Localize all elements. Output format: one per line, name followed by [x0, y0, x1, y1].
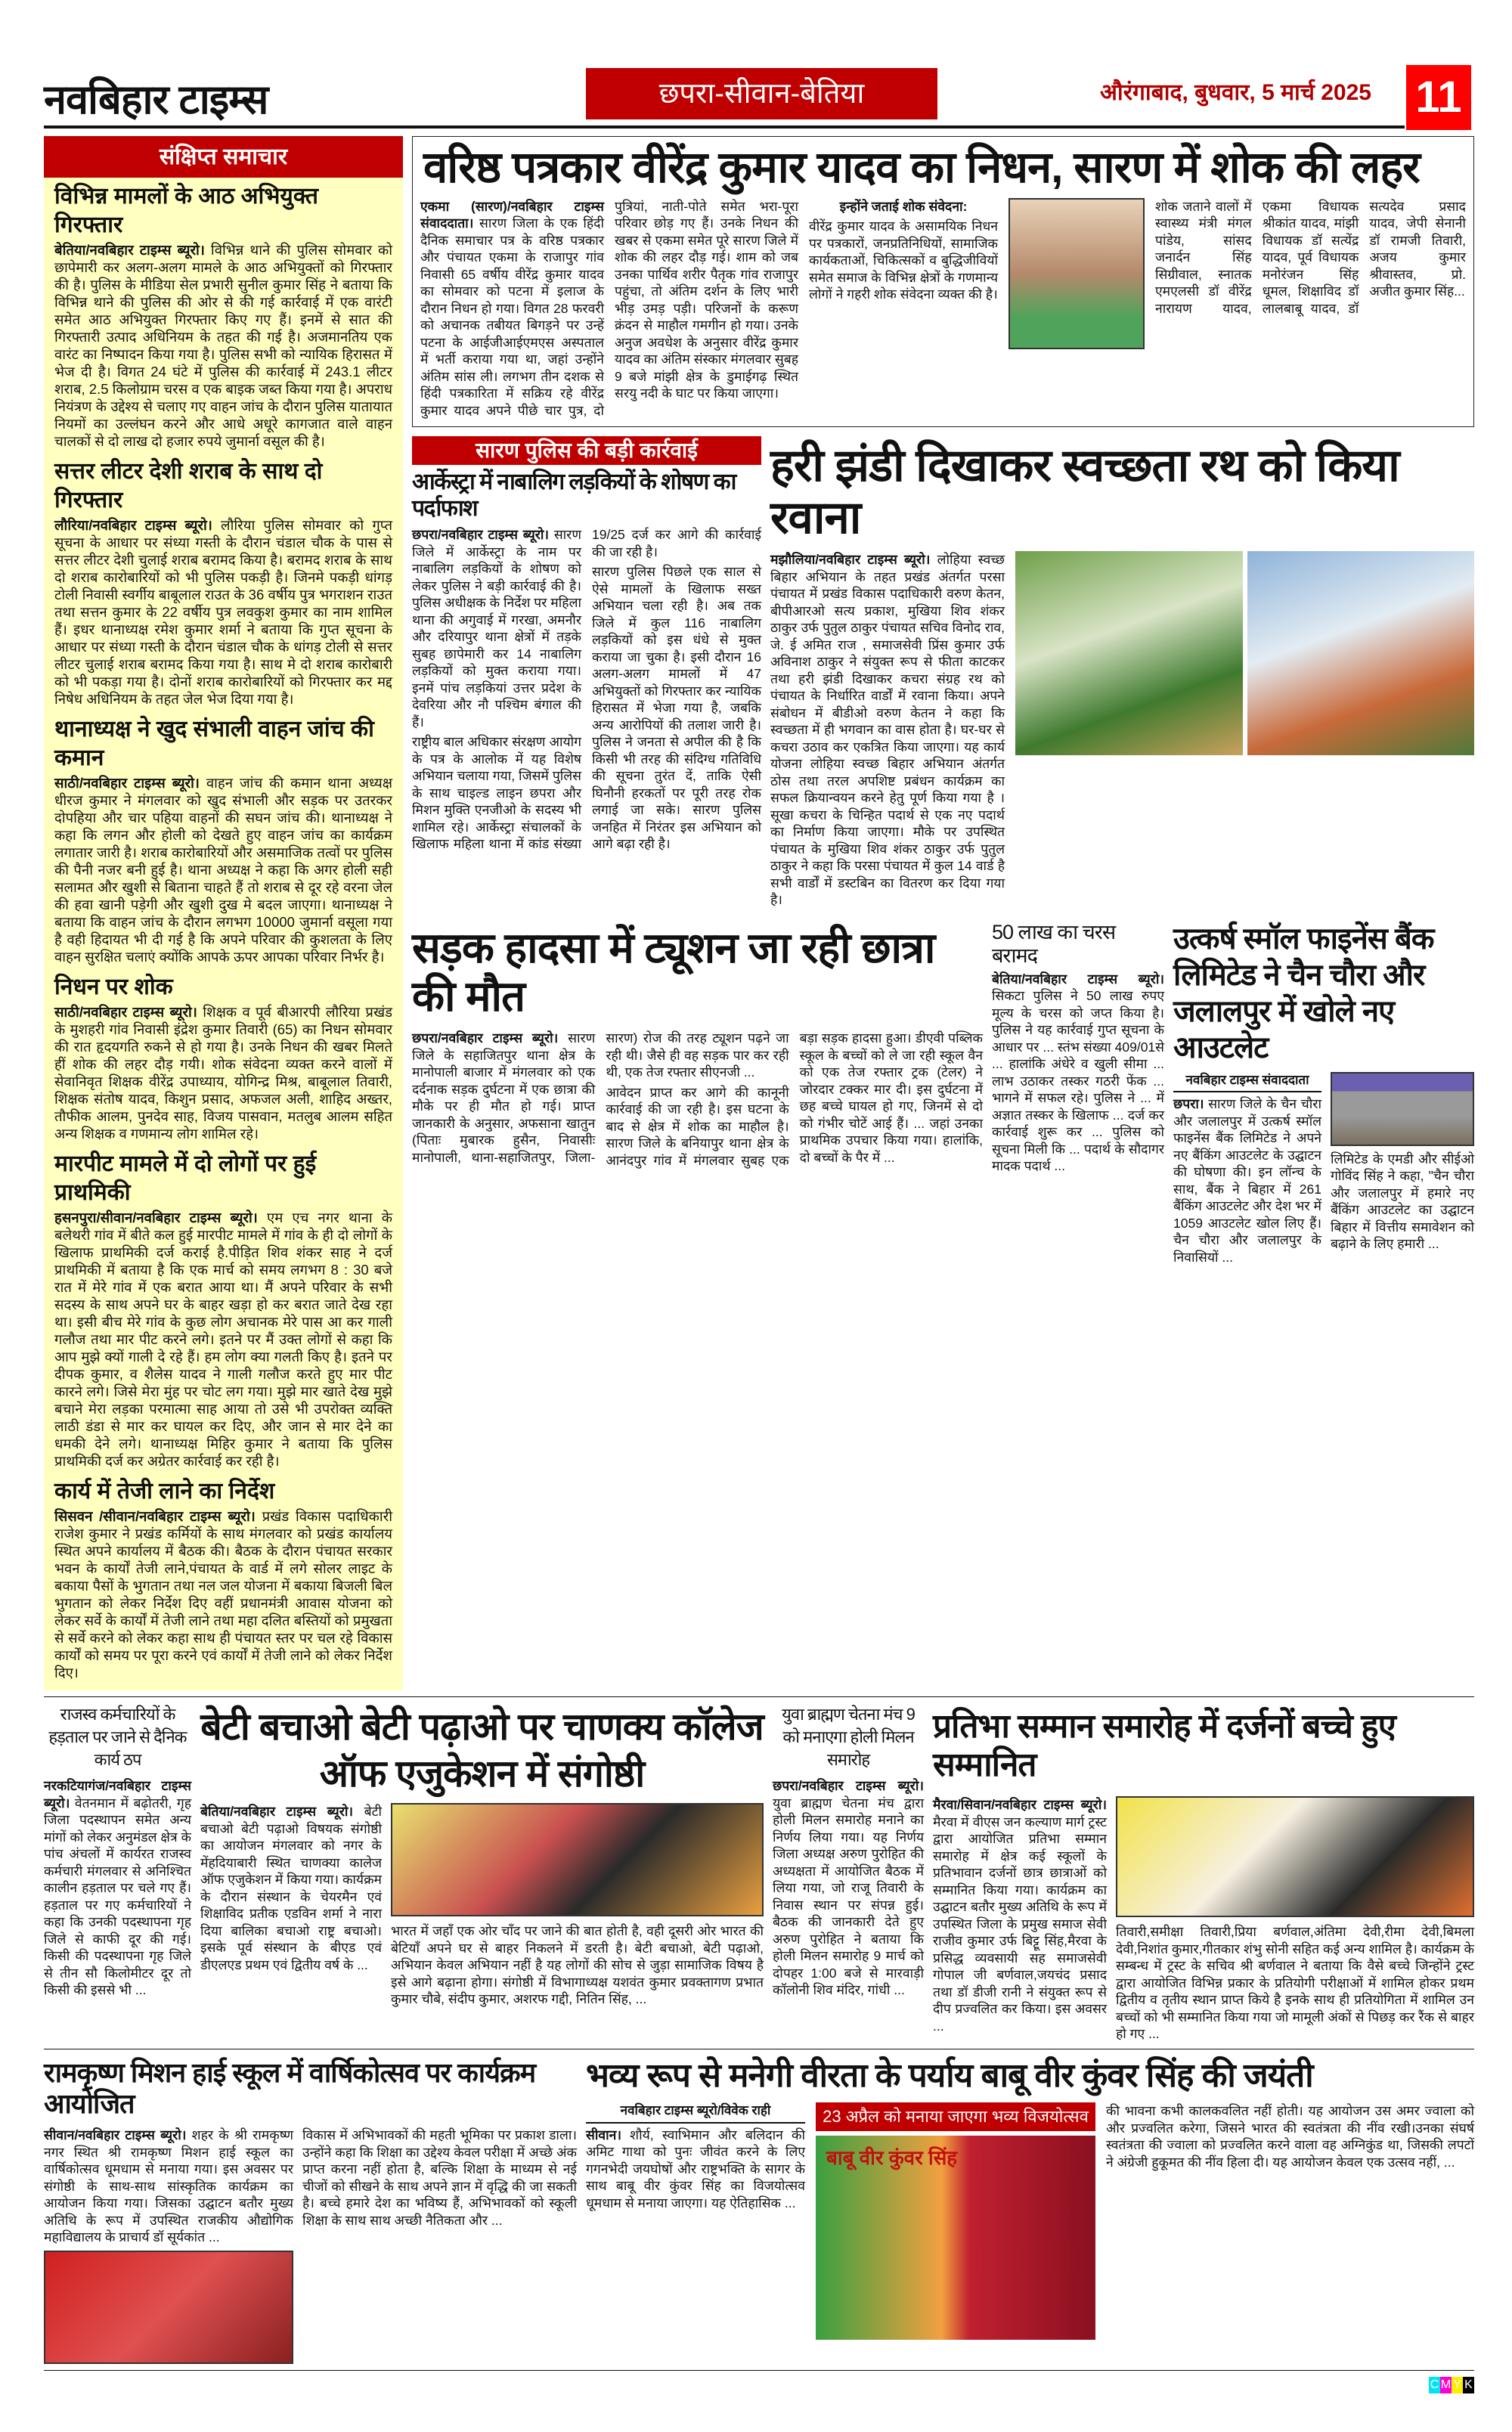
story-holi-milan	[773, 1703, 924, 2002]
story-road-accident	[412, 921, 983, 1170]
paragraph: शोक जताने वालों में स्वास्थ्य मंत्री मंगल पांडेय, सांसद जनार्दन सिंह सिग्रीवाल, स्नातक एमएलसी डॉ वीरेंद्र नारायण यादव, एकमा विधायक श्रीकांत यादव, मांझी विधायक डॉ सत्येंद्र यादव, पूर्व विधायक मनोरंजन सिंह धूमल, शिक्षाविद डॉ लालबाबू यादव, डॉ सत्यदेव प्रसाद यादव, जेपी सेनानी डॉ रामजी तिवारी, अजय कुमार श्रीवास्तव, प्रो. अजीत कुमार सिंह...	[1155, 198, 1466, 316]
headline: युवा ब्राह्मण चेतना मंच 9 को मनाएगा होली मिलन समारोह	[782, 1705, 915, 1769]
paragraph: लौरिया पुलिस सोमवार को गुप्त सूचना के आधार पर संध्या गस्ती के दौरान चंडाल चौक के पास से सत्तर लीटर देशी चुलाई शराब बरामद किया है। बरामद शराब के साथ दो शराब कारोबारियों को भी पुलिस पकड़ी है। जिनमे पकड़ी धांगड़ टोली निवासी स्वर्गीय बाबूलाल राउत के 36 वर्षीय पुत्र भगराशन राउत तथा सत्तन कुमार के 22 वर्षीय पुत्र लवकुश कुमार का नाम शामिल हैं। इधर थानाध्यक्ष रमेश कुमार शर्मा ने बताया कि गुप्त सूचना के आधार पर संध्या गस्ती के दौरान चंडाल चौक के धांगड़ टोली से सत्तर लीटर चुलाई शराब बरामद किया गया है। साथ मे दो शराब कारोबारी को भी पकड़ा गया है। दोनों शराब कारोबारियों को गिरफ्तार कर मद्द निषेध अधिनियम के तहत जेल भेज दिया गया है।	[54, 517, 392, 707]
headline: रामकृष्ण मिशन हाई स्कूल में वार्षिकोत्सव पर कार्यक्रम आयोजित	[44, 2056, 536, 2120]
dateline: हसनपुरा/सीवान/नवबिहार टाइम्स ब्यूरो।	[54, 1210, 258, 1225]
paragraph: सारण जिले के चैन चौरा और जलालपुर में उत्कर्ष स्मॉल फाइनेंस बैंक लिमिटेड ने अपने नए बैंकिंग आउटलेट के उद्घाटन की घोषणा की। इन लॉन्च के साथ, बैंक ने बिहार में 261 बैंकिंग आउटलेट और देश भर में 1059 आउटलेट खोल लिए हैं। चैन चौरा और जलालपुर के निवासियों ...	[1173, 1096, 1321, 1265]
page-content	[44, 136, 1474, 2409]
byline: नवबिहार टाइम्स ब्यूरो/विवेक राही	[586, 2102, 805, 2124]
dateline: सीवान।	[586, 2127, 621, 2142]
issue-date: औरंगाबाद, बुधवार, 5 मार्च 2025	[1100, 80, 1371, 105]
dateline: साठी/नवबिहार टाइम्स ब्यूरो।	[54, 1004, 197, 1020]
paragraph: वेतनमान में बढ़ोतरी, गृह जिला पदस्थापन समेत अन्य मांगों को लेकर अनुमंडल क्षेत्र के पांच अंचलों में कार्यरत राजस्व कर्मचारी मंगलवार से अनिश्चित कालीन हड़ताल पर चले गए हैं। हड़ताल पर गए कर्मचारियों ने कहा कि उनकी पदस्थापना गृह जिले से काफी दूर की गई। किसी की पदस्थापना गृह जिले से तीन सौ किलोमीटर दूर तो किसी की इससे भी ...	[44, 1795, 191, 1997]
story-body	[200, 1803, 382, 1976]
story-body	[44, 2127, 293, 2364]
paragraph: वीरेंद्र कुमार यादव के असामयिक निधन पर पत्रकारों, जनप्रतिनिधियों, सामाजिक कार्यकताओं, चिकित्सकों व बुद्धिजीवियों समेत समाज के विभिन्न क्षेत्रों के गणमान्य लोगों ने गहरी शोक संवेदना व्यक्त की है।	[809, 218, 998, 302]
paragraph: सारण जिला के एक हिंदी दैनिक समाचार पत्र के वरिष्ठ पत्रकार और पंचायत एकमा के राजापुर गांव निवासी 65 वर्षीय वीरेंद्र कुमार यादव का सोमवार को पटना में इलाज के दौरान निधन हो गया। विगत 28 फरवरी को अचानक तबीयत बिगड़ने पर उन्हें पटना के आईजीआईएमएस अस्पताल में भर्ती कराया गया था, जहां उन्होंने अंतिम सांस ली। लगभग तीन दशक से हिंदी पत्रकारिता में सक्रिय रहे वीरेंद्र कुमार यादव अपने पीछे चार पुत्र, दो पुत्रियां, नाती-पोते समेत भरा-पूरा परिवार छोड़ गए हैं। उनके निधन की खबर से एकमा समेत पूरे सारण जिले में शोक की लहर दौड़ गई। शाम को जब उनका पार्थिव शरीर पैतृक गांव राजापुर पहुंचा, तो अंतिम दर्शन के लिए भारी भीड़ उमड़ पड़ी। परिजनों के करूण क्रंदन से माहौल गमगीन हो गया। उनके अनुज अवधेश के अनुसार वीरेंद्र कुमार यादव का अंतिम संस्कार मंगलवार सुबह 9 बजे मांझी क्षेत्र के डुमाईगढ़ स्थित सरयु नदी के घाट पर किया जाएगा।	[420, 198, 798, 418]
story-kunwar-singh-jayanti	[586, 2056, 1474, 2341]
flag-off-photo-1	[1015, 551, 1243, 755]
cmyk-swatch: C	[1429, 2377, 1440, 2393]
headline: आर्केस्ट्रा में नाबालिग लड़कियों के शोषण का पर्दाफाश	[412, 469, 736, 521]
dateline: बेतिया/नवबिहार टाइम्स ब्यूरो।	[54, 242, 205, 258]
brief-body	[54, 241, 392, 450]
felicitation-photo	[1116, 1796, 1474, 1917]
brief-headline: विभिन्न मामलों के आठ अभियुक्त गिरफ्तार	[54, 184, 318, 237]
flag-off-photo-2	[1247, 551, 1475, 755]
story-body	[773, 1777, 924, 1999]
cmyk-swatch: M	[1440, 2377, 1452, 2393]
paragraph: सिकटा पुलिस ने 50 लाख रुपए मूल्य के चरस को जप्त किया है। पुलिस ने यह कार्रवाई गुप्त सूचना के आधार पर ... स्तंभ संख्या 409/01से ... हालांकि अंधेरे व खुली सीमा ... लाभ उठाकर तस्कर गठरी फेंक ... भागने में सफल रहे। पुलिस ने ... में अज्ञात तस्कर के खिलाफ ... दर्ज कर कार्रवाई शुरू कर ... पुलिस को सूचना मिली कि ... पदार्थ के सौदागर मादक पदार्थ ...	[992, 988, 1164, 1174]
dateline: सीवान/नवबिहार टाइम्स ब्यूरो।	[44, 2127, 187, 2143]
story-body	[412, 526, 761, 854]
brief-headline: सत्तर लीटर देशी शराब के साथ दो गिरफ्तार	[54, 459, 323, 513]
story-annual-function	[44, 2056, 577, 2364]
story-charas-seized	[992, 921, 1164, 1178]
paragraph: एम एच नगर थाना के बलेथरी गांव में बीते कल हुई मारपीट मामले में गांव के ही दो लोगों के खिलाफ प्राथमिकी दर्ज कराई है.पीड़ित शिव शंकर साह ने दर्ज प्राथमिकी में बताया है कि एक मार्च को समय लगभग 8 : 30 बजे रात में मेरे गांव में एक बरात आया था। मैं अपने परिवार के सभी सदस्य के साथ अपने घर के बाहर खड़ा हो कर बरात जाते देख रहा था। इसी बीच मेरे गांव के कुछ लोग अचानक मेरे पास आ कर गाली गलौज तथा मार पीट करने लगे। इतने पर मैं उक्त लोगों से कहा कि आप मुझे क्यों गाली दे रहे हैं। हम लोग क्या गलती किए है। इतने पर दीपक कुमार, व शैलेस यादव ने गाली गलौज करते हुए मार पीट कारने लगे। जिसे मेरा मुंह पर चोट लग गया। मुझे मार खाते देख मुझे बचाने मेरा लड़का परमात्मा साह आया तो उसे भी उपरोक्त व्यक्ति लाठी डंडा से मार कर घायल कर दिए, और जान से मार देने का धमकी देने लगे। थानाध्यक्ष मिहिर कुमार ने बताया कि पुलिस प्राथमिकी दर्ज कर अग्रेतर कार्रवाई कर रही है।	[54, 1210, 392, 1469]
story-orchestra-raid	[412, 436, 761, 854]
story-body	[933, 1796, 1107, 2037]
brief-body	[54, 774, 392, 965]
headline: सड़क हादसा में ट्यूशन जा रही छात्रा की मौत	[412, 923, 935, 1021]
dateline: एकमा (सारण)/नवबिहार टाइम्स संवाददाता।	[420, 198, 604, 231]
brief-body	[54, 1003, 392, 1142]
dateline: छपरा/नवबिहार टाइम्स ब्यूरो।	[412, 527, 550, 543]
cmyk-swatch: K	[1463, 2377, 1474, 2393]
dateline: नरकटियागंज/नवबिहार टाइम्स ब्यूरो।	[44, 1778, 191, 1811]
paragraph: लिमिटेड के एमडी और सीईओ गोविंद सिंह ने कहा, "चैन चौरा और जलालपुर में हमारे नए बैंकिंग आउटलेट का उद्घाटन बिहार में वित्तीय समावेशन को बढ़ाने के लिए हमारी ...	[1331, 1151, 1474, 1252]
headline: उत्कर्ष स्मॉल फाइनेंस बैंक लिमिटेड ने चैन चौरा और जलालपुर में खोले नए आउटलेट	[1173, 922, 1434, 1064]
seminar-photo	[391, 1803, 764, 1916]
brief-headline: निधन पर शोक	[54, 974, 173, 999]
story-cleanliness-chariot	[770, 436, 1474, 912]
section-label: 23 अप्रैल को मनाया जाएगा भव्य विजयोत्सव	[816, 2102, 1095, 2131]
brief-news-sidebar	[44, 136, 403, 1690]
dateline: मझौलिया/नवबिहार टाइम्स ब्यूरो।	[770, 552, 931, 568]
story-body	[586, 2102, 805, 2214]
brief-headline: थानाध्यक्ष ने खुद संभाली वाहन जांच की कमान	[54, 717, 374, 770]
sidebar-title: संक्षिप्त समाचार	[44, 136, 403, 178]
brief-headline: कार्य में तेजी लाने का निर्देश	[54, 1479, 275, 1504]
story-body	[992, 971, 1164, 1175]
region-banner: छपरा-सीवान-बेतिया	[586, 68, 937, 119]
story-body	[770, 551, 1005, 912]
school-event-photo	[44, 2251, 293, 2364]
dateline: सिसवन /सीवान/नवबिहार टाइम्स ब्यूरो।	[54, 1508, 256, 1524]
paragraph: बेटी बचाओ बेटी पढ़ाओ विषयक संगोष्ठी का आयोजन मंगलवार को नगर के मेंहदियाबारी स्थित चाणक्या कालेज ऑफ एजुकेशन में किया गया। कार्यक्रम के दौरान संस्थान के चेयरमैन एवं शिक्षाविद प्रतीक एडविन शर्मा ने नारा दिया बालिका बचाओ राष्ट्र बचाओ। इसके पूर्व संस्थान के बीएड एवं डीएलएड प्रथम एवं द्वितीय वर्ष के ...	[200, 1804, 382, 1972]
brief-body	[54, 516, 392, 708]
dateline: बेतिया/नवबिहार टाइम्स ब्यूरो।	[992, 971, 1164, 987]
story-body-cont	[1155, 198, 1466, 318]
brief-news-item	[44, 1145, 403, 1473]
paragraph: शौर्य, स्वाभिमान और बलिदान की अमिट गाथा को पुनः जीवंत करने के लिए गगनभेदी जयघोषों और राष्ट्रभक्ति के सागर के साथ बाबू वीर कुंवर सिंह का विजयोत्सव धूमधाम से मनाया जाएगा। यह ऐतिहासिक ...	[586, 2127, 805, 2210]
paragraph: तिवारी,समीक्षा तिवारी,प्रिया बर्णवाल,अंतिमा देवी,रीमा देवी,बिमला देवी,निशांत कुमार,गीतकार शंभु सोनी सहित कई अन्य शामिल है। कार्यक्रम के सम्बन्ध में ट्रस्ट के सचिव श्री बर्णवाल ने बताया कि वैसे बच्चे जिन्होंने ट्रस्ट द्वारा आयोजित विभिन्न प्रकार के प्रतियोगी परीक्षाओं में शामिल होकर प्रथम द्वितीय व तृतीय स्थान प्राप्त किये है इनके साथ ही प्रतियोगिता में शामिल उन बच्चों को भी सम्मानित किया गया जो मामूली अंकों से पिछड़ कर रैंक से बाहर हो गए ...	[1116, 1924, 1474, 2042]
paragraph: भारत में जहाँ एक ओर चाँद पर जाने की बात होती है, वही दूसरी ओर भारत की बेटियाँ अपने घर से बाहर निकलने में डरती है। बेटी बचाओ, बेटी पढ़ाओ, अभियान केवल अभियान नहीं है यह लोगों की सोच से जुड़ा सामाजिक विषय है इसे आगे बढ़ाना होगा। संगोष्ठी में विभागाध्यक्ष यशवंत कुमार प्रवक्तागण प्रभात कुमार चौबे, संदीप कुमार, अशरफ गद्दी, नितिन सिंह, ...	[391, 1923, 764, 2006]
headline: राजस्व कर्मचारियों के हड़ताल पर जाने से दैनिक कार्य ठप	[48, 1705, 187, 1769]
byline: नवबिहार टाइम्स संवाददाता	[1173, 1072, 1321, 1093]
section-label: सारण पुलिस की बड़ी कार्रवाई	[412, 436, 761, 465]
headline: वरिष्ठ पत्रकार वीरेंद्र कुमार यादव का निधन, सारण में शोक की लहर	[423, 143, 1420, 192]
story-revenue-strike	[44, 1703, 191, 2002]
dateline: मैरवा/सिवान/नवबिहार टाइम्स ब्यूरो।	[933, 1797, 1107, 1813]
brief-body	[54, 1209, 392, 1470]
paragraph: सारण जिले के सहाजितपुर थाना क्षेत्र के मानोपाली बाजार में मंगलवार को एक दर्दनाक सड़क दुर्घटना में एक छात्रा की मौके पर ही मौत हो गई। प्राप्त जानकारी के अनुसार, अफसाना खातुन (पिताः मुबारक हुसैन, निवासीः मानोपाली, थाना-सहाजितपुर, जिला-सारण) रोज की तरह ट्यूशन पढ़ने जा रही थी। जैसे ही वह सड़क पार कर रही थी, एक तेज रफ्तार सीएनजी ...	[412, 1030, 789, 1165]
story-journalist-death	[412, 136, 1474, 427]
headline: 50 लाख का चरस बरामद	[992, 920, 1116, 967]
row-divider	[44, 1696, 1474, 1697]
cmyk-color-bar	[44, 2377, 1474, 2393]
dateline: साठी/नवबिहार टाइम्स ब्यूरो।	[54, 775, 200, 791]
story-body	[44, 1777, 191, 1999]
brief-news-item	[44, 178, 403, 453]
cmyk-swatch: Y	[1452, 2377, 1463, 2393]
headline: प्रतिभा सम्मान समारोह में दर्जनों बच्चे हुए सम्मानित	[933, 1708, 1396, 1783]
story-talent-felicitation	[933, 1703, 1474, 2043]
brief-headline: मारपीट मामले में दो लोगों पर हुई प्राथमिकी	[54, 1151, 317, 1205]
paragraph: शिक्षक व पूर्व बीआरपी लौरिया प्रखंड के मुशहरी गांव निवासी इंद्रेश कुमार तिवारी (65) का निधन सोमवार की रात हृदयगति रुकने से हो गया है। उनके निधन की खबर मिलते हीं शोक की लहर दौड़ गयी। शोक संवेदना व्यक्त करने वालों में सेवानिवृत शिक्षक वीरेंद्र उपाध्याय, योगिन्द्र मिश्र, बाबूलाल तिवारी, शिक्षक संतोष यादव, किशुन प्रसाद, अफजल अली, शाहिद अख्तर, तौफीक आलम, पुनदेव साह, विजय पासवान, मतलुब आलम सहित अन्य शिक्षक व गणमान्य लोग शामिल रहे।	[54, 1004, 392, 1142]
story-body-condolence	[809, 198, 998, 306]
brief-news-item	[44, 453, 403, 711]
story-bank-outlets	[1173, 921, 1474, 1269]
header-rule	[44, 125, 1405, 129]
dateline: छपरा/नवबिहार टाइम्स ब्यूरो।	[412, 1030, 559, 1046]
paragraph: राष्ट्रीय बाल अधिकार संरक्षण आयोग के पत्र के आलोक में यह विशेष अभियान चलाया गया, जिसमें पुलिस के साथ चाइल्ड लाइन छपरा और मिशन मुक्ति एनजीओ के सदस्य भी शामिल रहे। आर्केस्ट्रा संचालकों के खिलाफ महिला थाना में कांड संख्या 19/25 दर्ज कर आगे की कार्रवाई की जा रही है।	[412, 527, 761, 852]
paragraph: विभिन्न थाने की पुलिस सोमवार को छापेमारी कर अलग-अलग मामले के आठ अभियुक्तों को गिरफ्तार की है। पुलिस के मीडिया सेल प्रभारी सुनील कुमार सिंह ने बताया कि विभिन्न थाने की पुलिस की ओर से की गई कार्रवाई में एक वारंटी समेत आठ अभियुक्त गिरफ्तार किए गए हैं। इनमें से सात की गिरफ्तारी उत्पाद अधिनियम के तहत की गई है। अजमानतिय एक वारंट का निष्पादन किया गया है। पुलिस सभी को न्यायिक हिरासत में भेज दी है। विगत 24 घंटे में पुलिस की कार्रवाई में 243.1 लीटर शराब, 2.5 किलोग्राम चरस व एक बाइक जब्त किया गया है। अपराध नियंत्रण के उद्देश्य से चलाए गए वाहन जांच के दौरान पुलिस यातायात नियमों का उल्लंघन करने और आधे अधूरे कागजात वाले वाहन चालकों से दो लाख दो हजार रुपये जुमार्ना वसूल की है।	[54, 242, 392, 449]
paragraph: वाहन जांच की कमान थाना अध्यक्ष धीरज कुमार ने मंगलवार को खुद संभाली और सड़क पर उतरकर दोपहिया और चार पहिया वाहनों की सघन जांच की। थानाध्यक्ष ने कहा कि लगन और होली को देखते हुए वाहन जांच का कार्यक्रम लगातार जारी है। शराब कारोबारियों और असमाजिक तत्वों पर पुलिस की पैनी नजर बनी हुई है। थाना अध्यक्ष ने कहा कि अगर होली सही सलामत और खुशी से बिताना चाहते हैं तो शराब से दूर रहे वरना जेल की हवा खानी पड़ेगी और खुशी दुख मे बदल जाएगा। थानाध्यक्ष ने बताया कि वाहन जांच के दौरान लगभग 10000 जुमार्ना वसूला गया है वही हिदायत भी दी गई है कि अपने परिवार की कुशलता के लिए वाहन सुरक्षित चलाएं क्योंकि आपके ऊपर आपका परिवार निर्भर है।	[54, 775, 392, 965]
brief-news-item	[44, 1473, 403, 1684]
story-body	[1173, 1072, 1321, 1269]
paragraph: प्रखंड विकास पदाधिकारी राजेश कुमार ने प्रखंड कर्मियों के साथ मंगलवार को प्रखंड कार्यालय स्थित अपने कार्यालय में बैठक की। बैठक के दौरान पंचायत सरकार भवन के कार्यों तेजी लाने,पंचायत के वार्ड में लगे सोलर लाइट के बकाया पैसों के भुगतान तथा नल जल योजना में बकाया बिजली बिल भुगतान को लेकर निर्देश दिए वहीं प्रधानमंत्री आवास योजना को लेकर सर्वे के कार्यों में तेजी लाने तथा महा दलित बस्तियों को प्रमुखता से सर्वे करने को लेकर कहा साथ ही पंचायत स्तर पर चल रहे विकास कार्यों को समय पर पूरा करने एवं कार्यों में तेजी लाने को लेकर निर्देश दिए।	[54, 1508, 392, 1681]
paragraph: विकास में अभिभावकों की महती भूमिका पर प्रकाश डाला। उन्होंने कहा कि शिक्षा का उद्देश्य केवल परीक्षा में अच्छे अंक प्राप्त करना नहीं होता है, बल्कि शिक्षा के माध्यम से नई चीजों को सीखने के साथ अपने ज्ञान में वृद्धि की जा सकती है। बच्चे हमारे देश का भविष्य हैं, अभिभावकों को स्कूली शिक्षा के साथ साथ अच्छी नैतिकता और ...	[302, 2127, 577, 2228]
brief-news-item	[44, 968, 403, 1145]
dateline: छपरा।	[1173, 1096, 1204, 1112]
page-number: 11	[1406, 65, 1471, 130]
bank-outlet-photo	[1331, 1072, 1474, 1146]
paragraph: युवा ब्राह्मण चेतना मंच द्वारा होली मिलन समारोह मनाने का निर्णय लिया गया। यह निर्णय जिला अध्यक्ष अरुण पुरोहित की अध्यक्षता में आयोजित बैठक में लिया गया, जो राजू तिवारी के निवास स्थान पर संपन्न हुई। बैठक की जानकारी देते हुए अरुण पुरोहित ने बताया कि होली मिलन समारोह 9 मार्च को दोपहर 1:00 बजे से मारवाड़ी कॉलोनी शिव मंदिर, गांधी ...	[773, 1795, 924, 1997]
headline: भव्य रूप से मनेगी वीरता के पर्याय बाबू वीर कुंवर सिंह की जयंती	[586, 2056, 1313, 2094]
celebration-photo	[816, 2136, 1095, 2340]
paragraph: शहर के श्री रामकृष्ण नगर स्थित श्री रामकृष्ण मिशन हाई स्कूल का वार्षिकोत्सव धूमधाम से मनाया गया। इस अवसर पर संगोष्ठी के साथ-साथ सांस्कृतिक कार्यक्रम का आयोजन किया गया। जिसका उद्घाटन बतौर मुख्य अतिथि के रूप में उपस्थित राजकीय औद्योगिक महाविद्यालय के प्राचार्य डॉ सूर्यकांत ...	[44, 2127, 294, 2245]
paragraph: आवेदन प्राप्त कर आगे की कानूनी कार्रवाई की जा रही है। इस घटना के बाद से क्षेत्र में शोक का माहौल है। सारण जिले के बनियापुर थाना क्षेत्र के आनंदपुर गांव में मंगलवार सुबह एक बड़ा सड़क हादसा हुआ। डीएवी पब्लिक स्कूल के बच्चों को ले जा रही स्कूल वैन को एक तेज रफ्तार ट्रक (टेलर) ने जोरदार टक्कर मार दी। इस दुर्घटना में छह बच्चे घायल हो गए, जिनमें से दो को गंभीर चोटें आई हैं। ... जहां उनका प्राथमिक उपचार किया गया। हालांकि, दो बच्चों के पैर में ...	[606, 1030, 983, 1168]
dateline: छपरा/नवबिहार टाइम्स ब्यूरो।	[773, 1778, 924, 1793]
masthead: नवबिहार टाइम्स	[44, 77, 268, 122]
paragraph: सारण जिले में आर्केस्ट्रा के नाम पर नाबालिग लड़कियों के शोषण को लेकर पुलिस ने बड़ी कार्रवाई की है। पुलिस अधीक्षक के निर्देश पर महिला थाना की अगुवाई में गरखा, अमनौर और दरियापुर थाना क्षेत्रों में तड़के सुबह छापेमारी कर 14 नाबालिग लड़कियों को मुक्त कराया गया। इनमें पांच लड़कियां उत्तर प्रदेश के देवरिया और नौ पश्चिम बंगाल की हैं।	[412, 527, 581, 730]
paragraph: सारण पुलिस पिछले एक साल से ऐसे मामलों के खिलाफ सख्त अभियान चला रही है। अब तक जिले में कुल 116 नाबालिग लड़कियों को इस धंधे से मुक्त कराया जा चुका है। इसी दौरान 16 अलग-अलग मामलों में 47 अभियुक्तों को गिरफ्तार कर न्यायिक हिरासत में भेजा गया है, जबकि अन्य आरोपियों की तलाश जारी है। पुलिस ने जनता से अपील की है कि किसी भी तरह की संदिग्ध गतिविधि की सूचना तुरंत दें, ताकि ऐसी घिनौनी हरकतों पर पूरी तरह रोक लगाई जा सके। सारण पुलिस जनहित में निरंतर इस अभियान को आगे बढ़ा रही है।	[592, 564, 761, 852]
banner-text: बाबू वीर कुंवर सिंह	[826, 2146, 958, 2170]
paragraph: की भावना कभी कालकवलित नहीं होती। यह आयोजन उस अमर ज्वाला को और प्रज्वलित करेगा, जिसने भारत की स्वतंत्रता की नींव रखी।उनका संघर्ष स्वतंत्रता की ज्वाला को प्रज्वलित करने वाला वह अग्निकुंड था, जिसकी लपटों ने अंग्रेजी हुकूमत की नींव हिला दी। यह आयोजन केवल एक उत्सव नहीं, ...	[1106, 2103, 1474, 2170]
dateline: लौरिया/नवबिहार टाइम्स ब्यूरो।	[54, 517, 212, 533]
headline: बेटी बचाओ बेटी पढ़ाओ पर चाणक्य कॉलेज ऑफ एजुकेशन में संगोष्ठी	[200, 1705, 764, 1795]
subheading: इन्होंने जताई शोक संवेदना:	[839, 198, 968, 214]
brief-news-item	[44, 711, 403, 968]
story-body	[412, 1030, 983, 1169]
brief-body	[54, 1507, 392, 1681]
paragraph: मैरवा में वीएस जन कल्याण मार्ग ट्रस्ट द्वारा आयोजित प्रतिभा सम्मान समारोह में क्षेत्र कई स्कूलों के प्रतिभावान दर्जनों छात्र छात्राओं को सम्मानित किया गया। कार्यक्रम का उद्घाटन बतौर मुख्य अतिथि के रूप में उपस्थित जिला के प्रमुख समाज सेवी राजीव कुमार उर्फ बिट्टू सिंह,मैरवा के प्रसिद्ध व्यवसायी सह समाजसेवी गोपाल जी बर्णवाल,जयचंद प्रसाद तथा डॉ डीजी रानी ने संयुक्त रूप से दीप प्रज्वलित कर किया। इस अवसर ...	[933, 1814, 1107, 2034]
footer-rule	[44, 2370, 1474, 2371]
story-body	[420, 198, 798, 420]
journalist-photo	[1009, 198, 1145, 349]
headline: हरी झंडी दिखाकर स्वच्छता रथ को किया रवाना	[770, 440, 1399, 544]
dateline: बेतिया/नवबिहार टाइम्स ब्यूरो।	[200, 1804, 354, 1819]
paragraph: लोहिया स्वच्छ बिहार अभियान के तहत प्रखंड अंतर्गत परसा पंचायत में प्रखंड विकास पदाधिकारी वरुण केतन, बीपीआरओ सत्य प्रकाश, मुखिया शिव शंकर ठाकुर उर्फ पुतुल ठाकुर पंचायत सचिव विनोद राव, जे. ई अमित राज , समाजसेवी प्रिंस कुमार उर्फ अविनाश ठाकुर ने संयुक्त रूप से फीता काटकर तथा हरी झंडी दिखाकर कचरा संग्रह रथ को पंचायत के निर्धारित वार्डों में रवाना किया। अपने संबोधन में बीडीओ वरुण केतन ने कहा कि स्वच्छता में ही भगवान का वास होता है। घर-घर से कचरा उठाव कर एकत्रित किया जाएगा। यह कार्य योजना लोहिया स्वच्छ बिहार अभियान अंतर्गत ठोस तथा तरल अपशिष्ट प्रबंधन कार्यक्रम का सफल क्रियान्वयन करने हेतु पूर्ण किया गया है । सूखा कचरा के चिन्हित पदार्थ से एक नए पदार्थ का निर्माण किया जाएगा। मौके पर उपस्थित पंचायत के मुखिया शिव शंकर ठाकुर उर्फ पुतुल ठाकुर ने कहा कि परसा पंचायत में कुल 14 वार्ड है सभी वार्डों में डस्टबिन का वितरण कर दिया गया है।	[770, 552, 1005, 908]
story-beti-bachao-seminar	[200, 1703, 764, 2008]
